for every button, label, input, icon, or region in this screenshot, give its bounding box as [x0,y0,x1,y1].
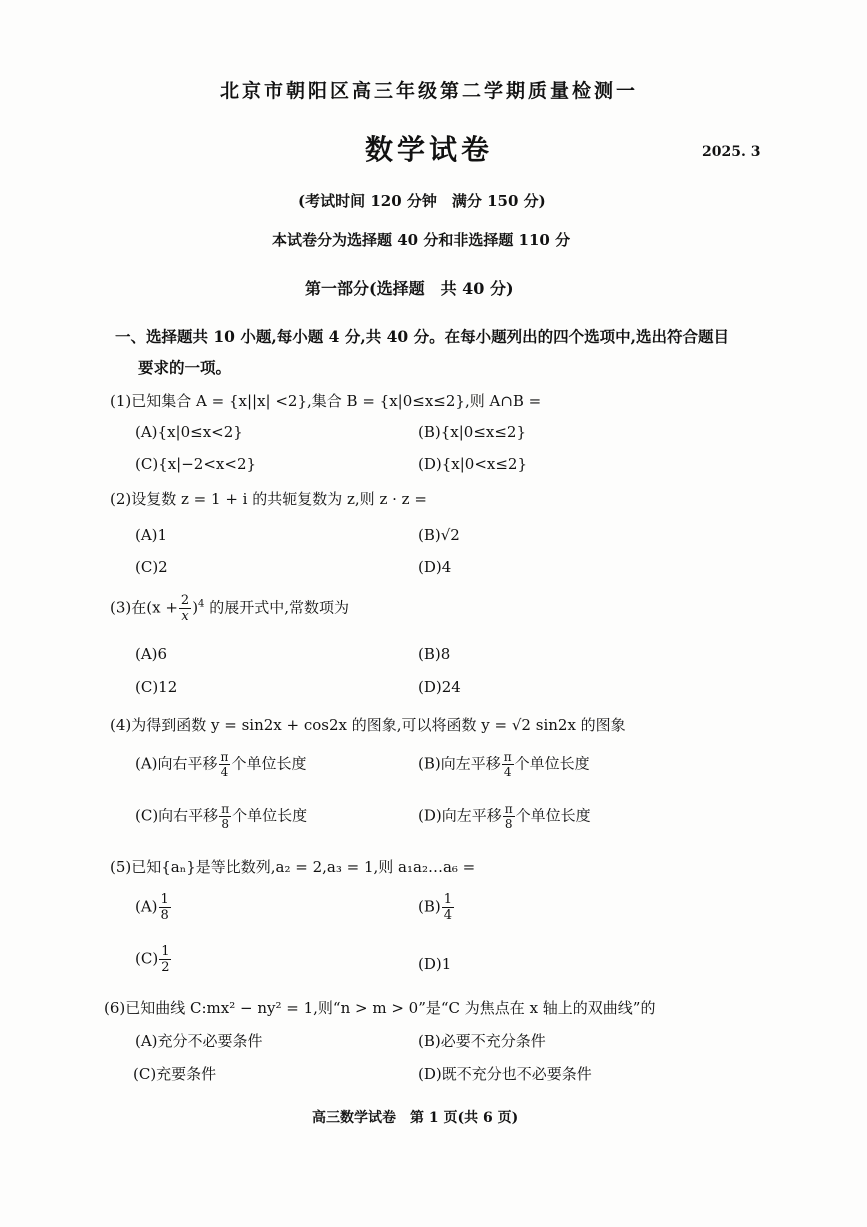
question-5-option-c [135,945,172,974]
question-2-option-c: (C)2 [135,558,168,576]
question-5-option-b [418,893,455,922]
question-3-fraction-numerator: 2 [180,593,190,608]
question-4-option-d-prefix: (D)向左平移 [418,806,502,825]
question-3-stem-prefix: (3)在(x + [110,598,178,617]
instructions-line-2: 要求的一项。 [138,358,232,377]
question-4-stem: (4)为得到函数 y = sin2x + cos2x 的图象,可以将函数 y = √2 sin2x 的图象 [110,716,626,734]
question-2-option-b: (B)√2 [418,526,460,544]
question-1-option-a: (A){x|0≤x<2} [135,423,243,441]
fraction-numerator: 1 [160,892,169,907]
question-4-option-c-prefix: (C)向右平移 [135,806,219,825]
question-2-option-d: (D)4 [418,558,452,576]
question-5-stem: (5)已知{aₙ}是等比数列,a₂ = 2,a₃ = 1,则 a₁a₂…a₆ = [110,858,476,876]
question-3-fraction [179,594,191,623]
question-4-option-b-prefix: (B)向左平移 [418,754,501,773]
question-6-option-c: (C)充要条件 [133,1065,217,1083]
question-6-option-b: (B)必要不充分条件 [418,1032,546,1050]
question-4-option-d-suffix: 个单位长度 [515,806,591,825]
question-4-option-c-suffix: 个单位长度 [232,806,308,825]
pi-symbol: π [503,750,512,764]
question-3-fraction-denominator: x [181,609,189,624]
fraction-denominator: 4 [220,765,229,779]
instructions-line-1: 一、选择题共 10 小题,每小题 4 分,共 40 分。在每小题列出的四个选项中,选出符合题目 [115,327,729,346]
question-3-exponent: 4 [198,598,205,610]
question-3-option-b: (B)8 [418,645,451,663]
pi-symbol: π [221,802,230,816]
fraction-denominator: 8 [504,817,513,831]
question-1-option-b: (B){x|0≤x≤2} [418,423,527,441]
question-4-option-d [418,803,591,830]
pi-symbol: π [220,750,229,764]
exam-header: 北京市朝阳区高三年级第二学期质量检测一 [220,80,639,102]
part-one-heading: 第一部分(选择题 共 40 分) [305,279,514,298]
exam-date: 2025. 3 [702,144,761,160]
question-4-option-a-prefix: (A)向右平移 [135,754,218,773]
question-3-option-a: (A)6 [135,645,168,663]
question-4-option-c-fraction [219,803,231,830]
fraction-denominator: 8 [221,817,229,831]
exam-score-split: 本试卷分为选择题 40 分和非选择题 110 分 [272,231,571,249]
question-3-option-c: (C)12 [135,678,178,696]
question-4-option-c [135,803,307,830]
question-4-option-a-suffix: 个单位长度 [231,754,307,773]
question-1-option-d: (D){x|0<x≤2} [418,455,528,473]
option-label: (B) [418,897,441,916]
page-title: 数学试卷 [365,133,494,166]
option-label: (A) [135,897,158,916]
question-2-option-a: (A)1 [135,526,168,544]
question-5-option-c-fraction [159,945,171,974]
question-3-stem-suffix: 的展开式中,常数项为 [209,598,349,617]
question-1-stem: (1)已知集合 A = {x||x| <2},集合 B = {x|0≤x≤2},则 A∩B = [110,392,542,410]
question-3-option-d: (D)24 [418,678,461,696]
question-4-option-b-fraction [502,751,514,778]
page-footer: 高三数学试卷 第 1 页(共 6 页) [312,1110,519,1126]
question-4-option-a [135,751,306,778]
question-4-option-d-fraction [503,803,515,830]
question-4-option-b-suffix: 个单位长度 [514,754,590,773]
fraction-numerator: 1 [443,892,453,907]
exam-time-info: (考试时间 120 分钟 满分 150 分) [298,192,546,210]
question-4-option-a-fraction [219,751,231,778]
question-4-option-b [418,751,590,778]
question-6-stem: (6)已知曲线 C:mx² − ny² = 1,则“n > m > 0”是“C 为焦点在 x 轴上的双曲线”的 [104,999,656,1017]
question-5-option-a [135,893,172,922]
fraction-denominator: 8 [160,908,169,923]
question-5-option-b-fraction [442,893,454,922]
fraction-denominator: 2 [161,960,170,975]
fraction-denominator: 4 [443,908,453,923]
fraction-numerator: 1 [161,944,170,959]
question-6-option-d: (D)既不充分也不必要条件 [418,1065,592,1083]
question-5-option-d: (D)1 [418,955,452,973]
question-6-option-a: (A)充分不必要条件 [135,1032,263,1050]
question-5-option-a-fraction [159,893,171,922]
fraction-denominator: 4 [503,765,512,779]
option-label: (C) [135,949,159,968]
question-3-stem: (3)在(x + $\frac{2}{x}$ )$^4$ 的展开式中,常数项为 [110,593,349,624]
question-2-stem: (2)设复数 z = 1 + i 的共轭复数为 z,则 z · z = [110,490,427,508]
question-1-option-c: (C){x|−2<x<2} [135,455,257,473]
pi-symbol: π [504,802,513,816]
